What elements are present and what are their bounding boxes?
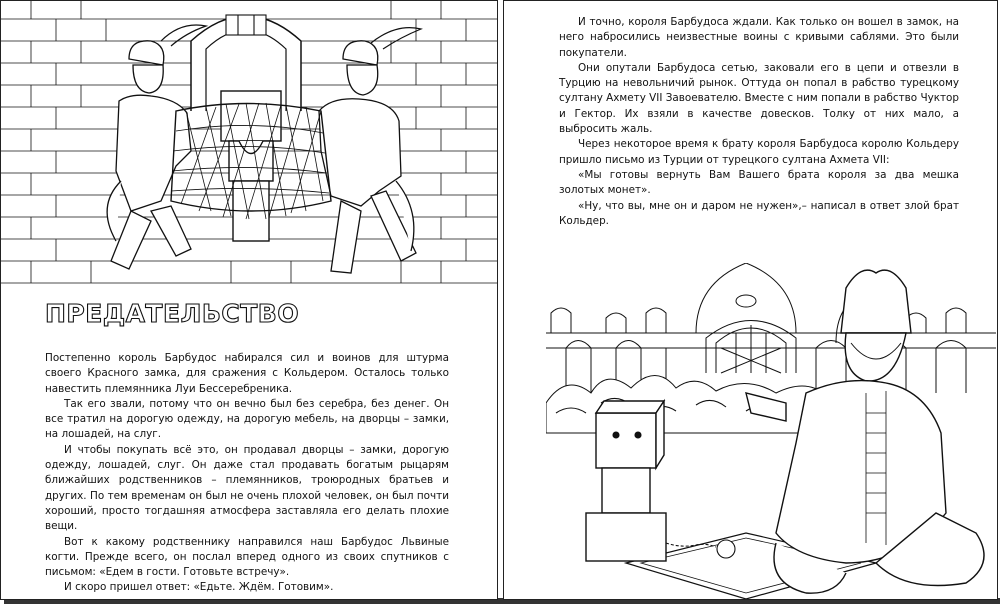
paragraph: И чтобы покупать всё это, он продавал дворцы – замки, дорогую одежду, лошадей, слуг. Он даже стал продавать богатым рыцарям ближайших родственников – племянников, троюродных братьев и других. По тем временам он был не очень плохой человек, он был почти хороший, просто тогдашняя атмосфера заставляла его делать плохие вещи. (45, 443, 449, 533)
paragraph: И скоро пришел ответ: «Едьте. Ждём. Готовим». (64, 581, 334, 594)
paragraph: Постепенно король Барбудос набирался сил и воинов для штурма своего Красного замка, для сражения с Кольдером. Осталось только навестить племянника Луи Бессеребреника. (45, 352, 449, 395)
paragraph: Через некоторое время к брату короля Барбудоса королю Кольдеру пришло письмо из Турции от турецкого султана Ахмета VII: (559, 138, 959, 166)
paragraph: Они опутали Барбудоса сетью, заковали его в цепи и отвезли в Турцию на невольничий рынок. Оттуда он попал в рабство турецкому султану Ахмету VII Завоевателю. Вместе с ним попали в рабство Чуктор и Гектор. Их взяли в качестве довесков. Толку от них мало, а выбросить жаль. (559, 61, 959, 136)
paragraph: «Ну, что вы, мне он и даром не нужен»,– написал в ответ злой брат Кольдер. (559, 199, 959, 227)
left-page-text (45, 351, 449, 596)
left-page (0, 0, 498, 600)
paragraph: И точно, короля Барбудоса ждали. Как только он вошел в замок, на него набросились неизвестные воины с кривыми саблями. Это были покупатели. (559, 16, 959, 59)
sultan-palace-illustration-icon (546, 263, 996, 599)
paragraph: «Мы готовы вернуть Вам Вашего брата короля за два мешка золотых монет». (559, 168, 959, 197)
right-page (503, 0, 998, 600)
chapter-heading (45, 299, 299, 328)
right-page-text (559, 15, 959, 229)
net-capture-illustration-icon (1, 1, 497, 293)
paragraph: Так его звали, потому что он вечно был без серебра, без денег. Он все тратил на дорогую одежду, на дорогую мебель, на дворцы – замки, на лошадей, на слуг. (45, 397, 449, 441)
chapter-heading-text: ПРЕДАТЕЛЬСТВО (45, 299, 300, 328)
paragraph: Вот к какому родственнику направился наш Барбудос Львиные когти. Прежде всего, он послал вперед одного из своих спутников с письмом: «Едем в гости. Готовьте встречу». (45, 535, 449, 579)
